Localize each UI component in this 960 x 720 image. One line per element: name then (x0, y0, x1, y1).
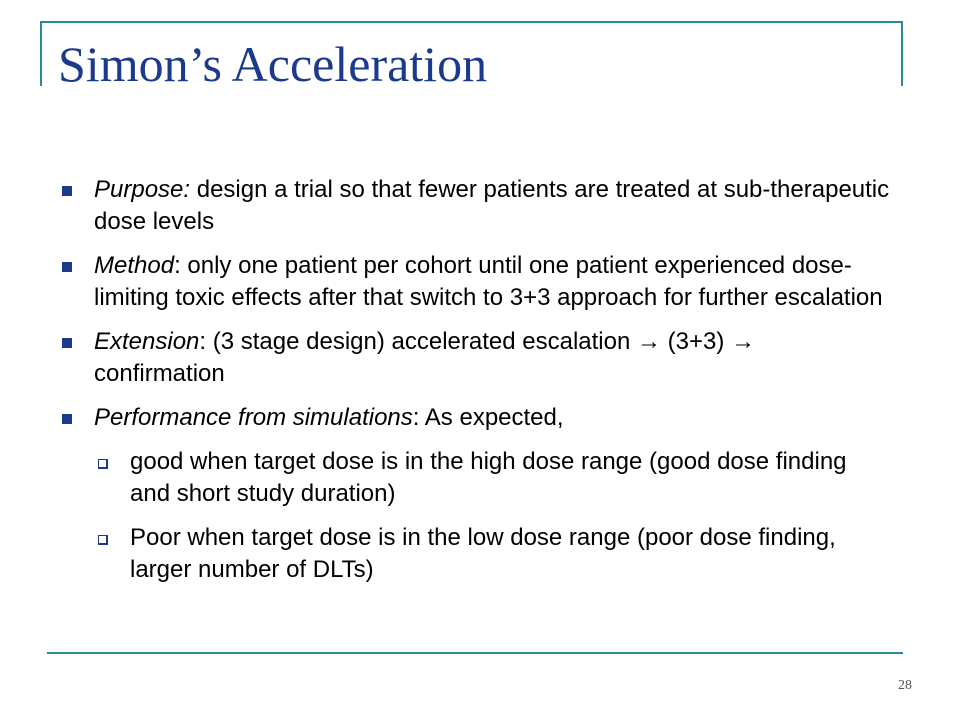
square-bullet-icon (62, 414, 72, 424)
bullet-lead: Performance from simulations (94, 404, 413, 431)
subbullet-text: good when target dose is in the high dose range (good dose finding and short study duration) (130, 448, 847, 507)
square-bullet-icon (62, 338, 72, 348)
frame-right-line (901, 21, 903, 86)
bullet-lead: Extension (94, 328, 200, 355)
hollow-square-bullet-icon (98, 459, 108, 469)
bullet-purpose (62, 174, 892, 238)
subbullet-text: Poor when target dose is in the low dose range (poor dose finding, larger number of DLTs) (130, 524, 836, 583)
square-bullet-icon (62, 186, 72, 196)
bullet-text: : only one patient per cohort until one patient experienced dose-limiting toxic effects after that switch to 3+3 approach for further escalation (94, 252, 883, 311)
bullet-list (62, 174, 892, 598)
bullet-lead: Purpose: (94, 176, 191, 203)
frame-left-line (40, 21, 42, 86)
subbullet-high-dose (98, 446, 892, 510)
slide-title: Simon’s Acceleration (58, 36, 488, 92)
frame-bottom-line (47, 652, 903, 654)
bullet-lead: Method (94, 252, 175, 279)
bullet-extension (62, 326, 892, 390)
bullet-text: : As expected, (412, 404, 564, 431)
page-number: 28 (898, 678, 912, 693)
square-bullet-icon (62, 262, 72, 272)
bullet-text: : (3 stage design) accelerated escalation → (3+3) → confirmation (94, 328, 756, 387)
bullet-performance (62, 402, 892, 434)
frame-top-line (40, 21, 903, 23)
subbullet-low-dose (98, 522, 892, 586)
bullet-text: design a trial so that fewer patients are treated at sub-therapeutic dose levels (94, 176, 890, 235)
bullet-method (62, 250, 892, 314)
hollow-square-bullet-icon (98, 535, 108, 545)
